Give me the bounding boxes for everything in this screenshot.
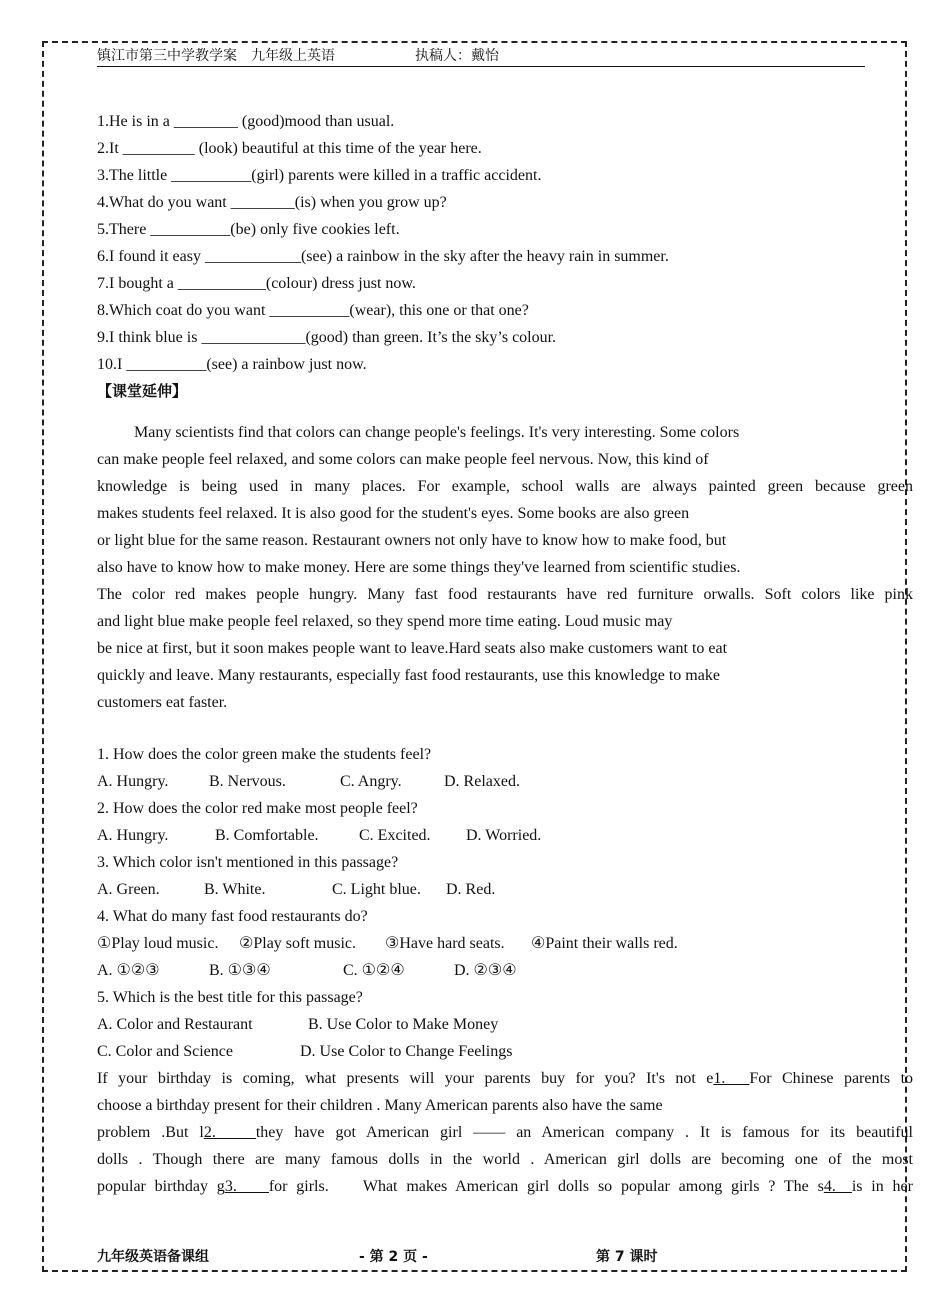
cloze-line: choose a birthday present for their children . Many American parents also have the same (97, 1097, 663, 1114)
option: B. ①③④ (209, 962, 271, 979)
exercise-item: 6.I found it easy ____________(see) a rainbow in the sky after the heavy rain in summer. (97, 248, 669, 265)
passage-line: makes students feel relaxed. It is also good for the student's eyes. Some books are also green (97, 505, 690, 522)
passage-line: or light blue for the same reason. Restaurant owners not only have to know how to make food, but (97, 532, 727, 549)
question-options (97, 957, 913, 984)
exercise-item: 3.The little __________(girl) parents were killed in a traffic accident. (97, 167, 542, 184)
cloze-blank[interactable]: 4.__ (823, 1178, 852, 1195)
statement: ①Play loud music. (97, 935, 219, 952)
cloze-line: popular birthday g3.____for girls. What makes American girl dolls so popular among girls ? The s4.__is in her (97, 1178, 913, 1195)
exercise-list (97, 108, 913, 378)
option: D. Use Color to Change Feelings (300, 1043, 513, 1060)
question-statements (97, 930, 913, 957)
footer-group: 九年级英语备课组 (97, 1249, 209, 1265)
option: B. Nervous. (209, 773, 286, 790)
option: A. Hungry. (97, 773, 169, 790)
exercise-item: 10.I __________(see) a rainbow just now. (97, 356, 367, 373)
reading-passage (97, 419, 913, 716)
exercise-item: 5.There __________(be) only five cookies left. (97, 221, 400, 238)
passage-line: customers eat faster. (97, 694, 228, 711)
option: C. Excited. (359, 827, 431, 844)
cloze-blank[interactable]: 3.____ (224, 1178, 269, 1195)
exercise-item: 7.I bought a ___________(colour) dress just now. (97, 275, 416, 292)
header-author: 执稿人：戴怡 (415, 48, 499, 64)
option: C. Angry. (340, 773, 402, 790)
question-options (97, 1011, 913, 1038)
passage-line: Many scientists find that colors can change people's feelings. It's very interesting. Some colors (134, 424, 740, 441)
statement: ④Paint their walls red. (531, 935, 678, 952)
option: A. ①②③ (97, 962, 160, 979)
exercise-item: 8.Which coat do you want __________(wear), this one or that one? (97, 302, 529, 319)
question-text: 5. Which is the best title for this passage? (97, 989, 363, 1006)
question-options (97, 822, 913, 849)
passage-line: knowledge is being used in many places. For example, school walls are always painted green because green (97, 478, 913, 495)
footer-lesson: 第 7 课时 (596, 1249, 658, 1265)
page-footer (97, 1246, 897, 1268)
passage-line: The color red makes people hungry. Many fast food restaurants have red furniture orwalls. Soft colors like pink (97, 586, 913, 603)
cloze-blank[interactable]: 1.___ (713, 1070, 750, 1087)
question-text: 3. Which color isn't mentioned in this passage? (97, 854, 399, 871)
passage-line: be nice at first, but it soon makes people want to leave.Hard seats also make customers want to eat (97, 640, 728, 657)
cloze-passage (97, 1065, 913, 1200)
header-school-course: 镇江市第三中学教学案 九年级上英语 (97, 48, 335, 64)
option: D. ②③④ (454, 962, 517, 979)
exercise-item: 1.He is in a ________ (good)mood than usual. (97, 113, 395, 130)
option: D. Worried. (466, 827, 542, 844)
page-header (97, 46, 865, 67)
option: A. Hungry. (97, 827, 169, 844)
option: C. ①②④ (343, 962, 405, 979)
statement: ③Have hard seats. (385, 935, 505, 952)
option: B. Use Color to Make Money (308, 1016, 499, 1033)
passage-line: can make people feel relaxed, and some colors can make people feel nervous. Now, this kind of (97, 451, 709, 468)
question-list (97, 741, 913, 1065)
footer-page-number: - 第 2 页 - (359, 1249, 428, 1265)
option: A. Green. (97, 881, 160, 898)
question-options (97, 876, 913, 903)
cloze-blank[interactable]: 2._____ (203, 1124, 256, 1141)
exercise-item: 4.What do you want ________(is) when you grow up? (97, 194, 447, 211)
question-options (97, 768, 913, 795)
cloze-line: problem .But l2._____they have got American girl —— an American company . It is famous for its beautiful (97, 1124, 913, 1141)
document-body (97, 108, 913, 1200)
exercise-item: 2.It _________ (look) beautiful at this time of the year here. (97, 140, 482, 157)
passage-line: also have to know how to make money. Here are some things they've learned from scientific studies. (97, 559, 741, 576)
option: D. Relaxed. (444, 773, 520, 790)
option: B. White. (204, 881, 266, 898)
passage-line: and light blue make people feel relaxed, so they spend more time eating. Loud music may (97, 613, 673, 630)
statement: ②Play soft music. (239, 935, 357, 952)
cloze-line: dolls . Though there are many famous dolls in the world . American girl dolls are becoming one of the most (97, 1151, 913, 1168)
section-title: 【课堂延伸】 (97, 382, 188, 400)
passage-line: quickly and leave. Many restaurants, especially fast food restaurants, use this knowledge to make (97, 667, 720, 684)
option: A. Color and Restaurant (97, 1016, 253, 1033)
option: B. Comfortable. (215, 827, 319, 844)
question-text: 4. What do many fast food restaurants do? (97, 908, 368, 925)
question-text: 1. How does the color green make the students feel? (97, 746, 432, 763)
option: D. Red. (446, 881, 496, 898)
cloze-line: If your birthday is coming, what presents will your parents buy for you? It's not e1.___For Chinese parents to (97, 1070, 914, 1087)
option: C. Light blue. (332, 881, 421, 898)
exercise-item: 9.I think blue is _____________(good) than green. It’s the sky’s colour. (97, 329, 557, 346)
question-text: 2. How does the color red make most people feel? (97, 800, 418, 817)
question-options (97, 1038, 913, 1065)
option: C. Color and Science (97, 1043, 233, 1060)
